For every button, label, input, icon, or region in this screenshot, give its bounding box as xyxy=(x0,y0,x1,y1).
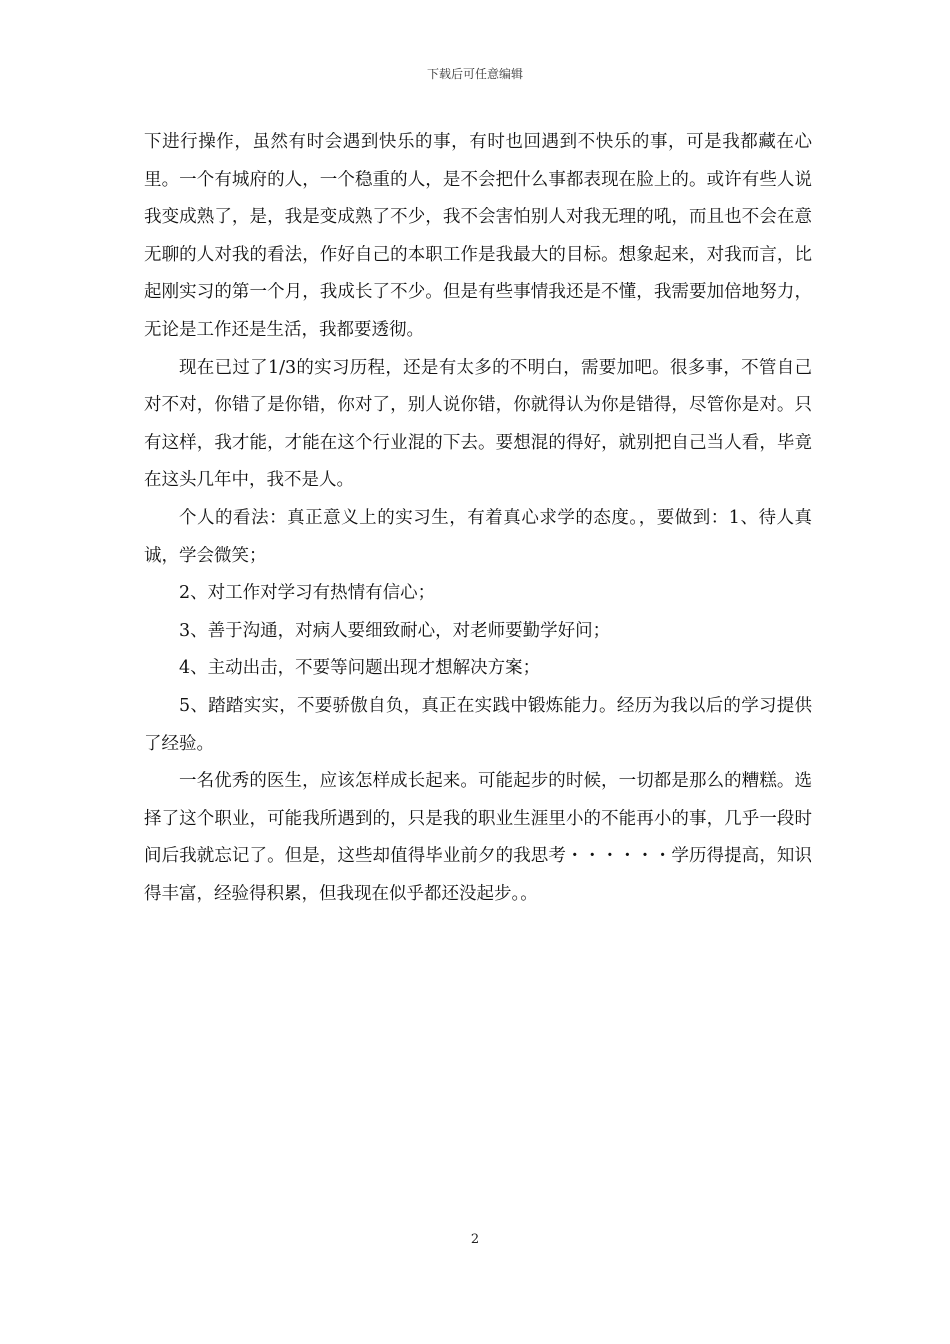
list-item-3: 3、善于沟通，对病人要细致耐心，对老师要勤学好问； xyxy=(179,620,611,641)
paragraph-closing: 一名优秀的医生，应该怎样成长起来。可能起步的时候，一切都是那么的糟糕。选择了这个职业，可能我所遇到的，只是我的职业生涯里小的不能再小的事，几乎一段时间后我就忘记了。但是，这些却值得毕业前夕的我思考・・・・・・学历得提高，知识得丰富，经验得积累，但我现在似乎都还没起步。。 xyxy=(144,771,812,904)
paragraph-2: 现在已过了1/3的实习历程，还是有太多的不明白，需要加吧。很多事，不管自己对不对，你错了是你错，你对了，别人说你错，你就得认为你是错得，尽管你是对。只有这样，我才能，才能在这个行业混的下去。要想混的得好，就别把自己当人看，毕竟在这头几年中，我不是人。 xyxy=(144,357,812,491)
paragraph-1: 下进行操作，虽然有时会遇到快乐的事，有时也回遇到不快乐的事，可是我都藏在心里。一个有城府的人，一个稳重的人，是不会把什么事都表现在脸上的。或许有些人说我变成熟了，是，我是变成熟了不少，我不会害怕别人对我无理的吼，而且也不会在意无聊的人对我的看法，作好自己的本职工作是我最大的目标。想象起来，对我而言，比起刚实习的第一个月，我成长了不少。但是有些事情我还是不懂，我需要加倍地努力，无论是工作还是生活，我都要透彻。 xyxy=(144,132,812,340)
page-header: 下载后可任意编辑 xyxy=(426,67,523,81)
paragraph-3: 个人的看法：真正意义上的实习生，有着真心求学的态度。，要做到：1、待人真诚，学会微笑； xyxy=(144,507,812,566)
document-body xyxy=(144,124,812,913)
list-item-4: 4、主动出击，不要等问题出现才想解决方案； xyxy=(179,658,541,679)
list-item-5: 5、踏踏实实，不要骄傲自负，真正在实践中锻炼能力。经历为我以后的学习提供了经验。 xyxy=(144,695,812,754)
list-item-2: 2、对工作对学习有热情有信心； xyxy=(179,583,436,604)
page-number: 2 xyxy=(470,1232,480,1247)
